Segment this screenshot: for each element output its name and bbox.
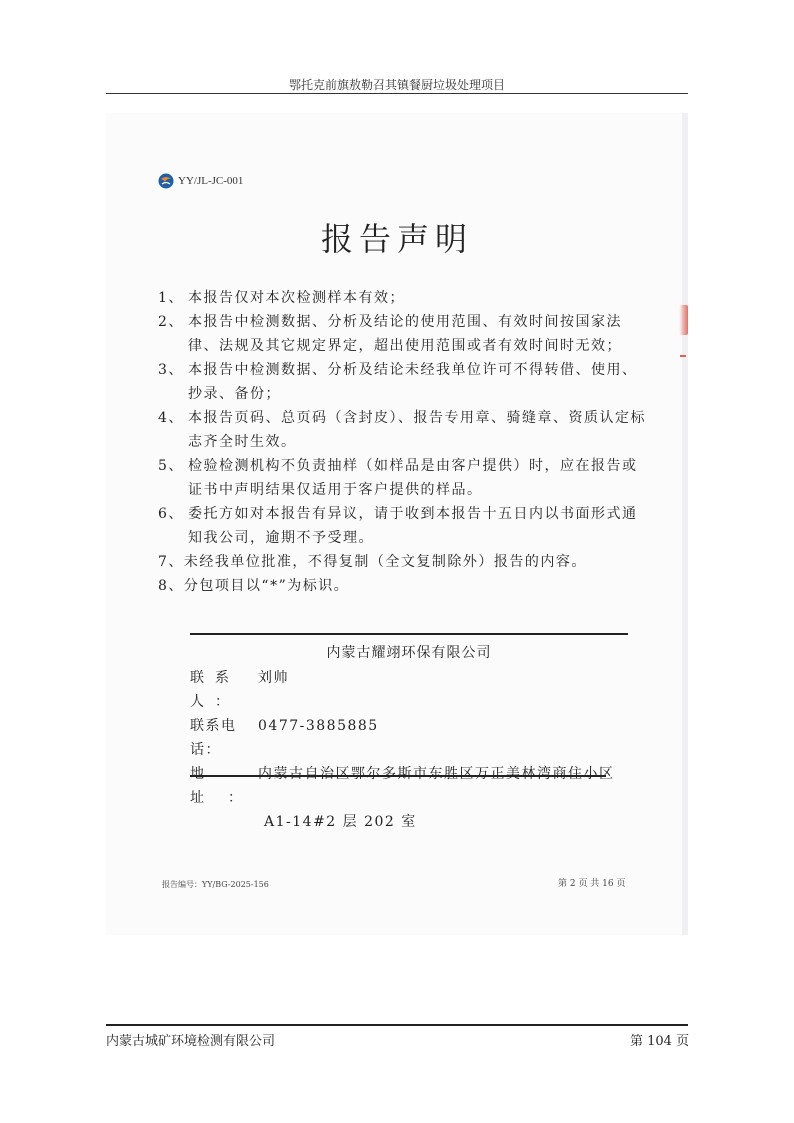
list-item	[158, 406, 648, 454]
list-item	[158, 574, 648, 598]
item-text: 委托方如对本报告有异议，请于收到本报告十五日内以书面形式通知我公司，逾期不予受理。	[188, 506, 638, 546]
contact-person-value: 刘帅	[258, 670, 289, 686]
list-item	[158, 502, 648, 550]
statement-list	[158, 286, 648, 598]
item-text: 本报告中检测数据、分析及结论的使用范围、有效时间按国家法律、法规及其它规定界定，超出使用范围或者有效时间时无效；	[188, 314, 622, 354]
scan-page-info: 第 2 页 共 16 页	[558, 879, 626, 889]
list-item	[158, 550, 648, 574]
item-text: 本报告仅对本次检测样本有效；	[188, 290, 405, 306]
contact-person-row	[190, 666, 640, 714]
page-header-title: 鄂托克前旗敖勒召其镇餐厨垃圾处理项目	[288, 78, 505, 92]
address-label: 地址：	[190, 766, 266, 806]
address-line-2: A1-14#2 层 202 室	[264, 814, 417, 830]
contact-phone-value: 0477-3885885	[258, 718, 379, 734]
item-number: 3、	[158, 362, 184, 378]
item-text: 检验检测机构不负责抽样（如样品是由客户提供）时，应在报告或证书中声明结果仅适用于客户提供的样品。	[188, 458, 638, 498]
doc-code-row	[158, 173, 243, 189]
address-row	[190, 762, 640, 810]
item-text: 分包项目以“*”为标识。	[183, 578, 350, 594]
item-number: 4、	[158, 410, 184, 426]
item-number: 5、	[158, 458, 184, 474]
contact-person-label: 联系人：	[190, 670, 240, 710]
contact-block	[190, 666, 640, 834]
item-text: 本报告中检测数据、分析及结论未经我单位许可不得转借、使用、抄录、备份；	[188, 362, 638, 402]
item-number: 7、	[158, 554, 184, 570]
list-item	[158, 286, 648, 310]
company-logo-icon	[158, 173, 174, 189]
header-divider	[106, 93, 688, 94]
footer-company: 内蒙古城矿环境检测有限公司	[106, 1034, 276, 1049]
item-text: 未经我单位批准，不得复制（全文复制除外）报告的内容。	[183, 554, 587, 570]
item-number: 8、	[158, 578, 184, 594]
contact-bottom-rule	[190, 775, 606, 777]
item-text: 本报告页码、总页码（含封皮）、报告专用章、骑缝章、资质认定标志齐全时生效。	[188, 410, 646, 450]
report-number: 报告编号：YY/BG-2025-156	[162, 880, 269, 889]
issuer-company: 内蒙古耀翊环保有限公司	[326, 645, 492, 661]
footer-divider	[106, 1024, 688, 1026]
contact-top-rule	[190, 633, 628, 635]
contact-phone-row	[190, 714, 640, 762]
address-line-1: 内蒙古自治区鄂尔多斯市东胜区万正美林湾商住小区	[258, 766, 615, 782]
doc-code: YY/JL-JC-001	[178, 175, 244, 187]
item-number: 6、	[158, 506, 184, 522]
contact-phone-label: 联系电话：	[190, 718, 237, 758]
item-number: 1、	[158, 290, 184, 306]
list-item	[158, 310, 648, 358]
seal-fragment-mark	[680, 355, 686, 357]
seal-fragment	[679, 305, 688, 335]
page-title: 报告声明	[320, 220, 473, 258]
list-item	[158, 358, 648, 406]
list-item	[158, 454, 648, 502]
footer-page-number: 第 104 页	[630, 1034, 690, 1049]
item-number: 2、	[158, 314, 184, 330]
